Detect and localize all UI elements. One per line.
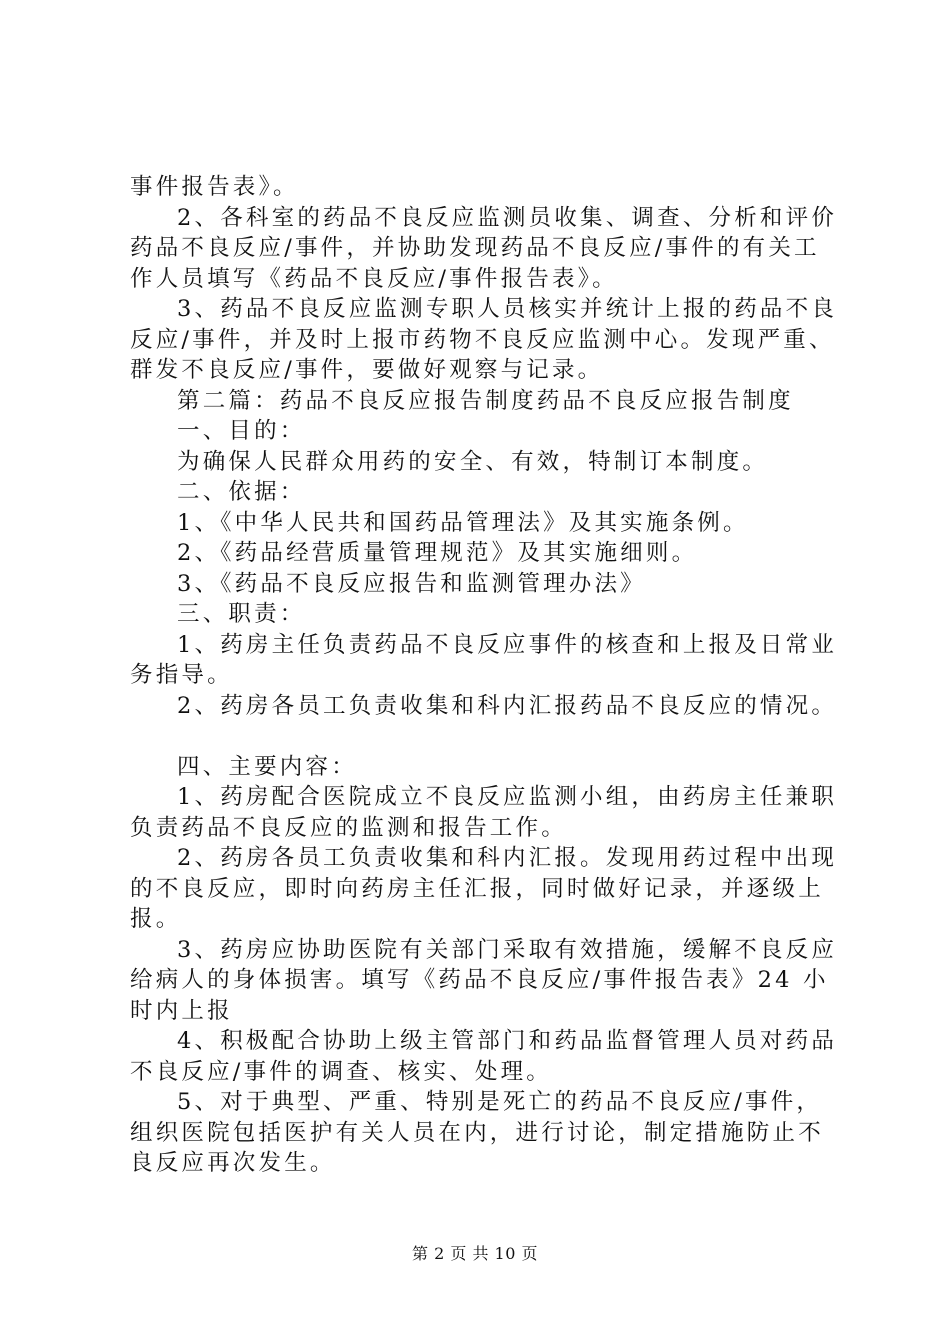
text-line: 的不良反应，即时向药房主任汇报，同时做好记录，并逐级上: [130, 875, 824, 902]
text-line: 2、《药品经营质量管理规范》及其实施细则。: [177, 540, 698, 566]
text-line: 药品不良反应/事件，并协助发现药品不良反应/事件的有关工: [130, 235, 820, 261]
text-line: 良反应再次发生。: [130, 1150, 336, 1176]
text-line: 一、目的：: [177, 418, 306, 444]
text-line: 给病人的身体损害。填写《药品不良反应/事件报告表》24 小: [130, 967, 829, 993]
text-line: 2、药房各员工负责收集和科内汇报。发现用药过程中出现: [177, 845, 838, 871]
text-line: 2、药房各员工负责收集和科内汇报药品不良反应的情况。: [177, 692, 838, 719]
text-line: 时内上报: [130, 997, 233, 1024]
text-line: 1、药房主任负责药品不良反应事件的核查和上报及日常业: [177, 631, 838, 658]
text-line: 二、依据：: [177, 479, 306, 505]
text-line: 三、职责：: [177, 601, 306, 627]
page-footer: 第 2 页 共 10 页: [412, 1244, 538, 1263]
text-line: 4、积极配合协助上级主管部门和药品监督管理人员对药品: [177, 1028, 838, 1054]
text-line: 3、药房应协助医院有关部门采取有效措施，缓解不良反应: [177, 936, 838, 963]
blank-line: [130, 721, 832, 752]
text-line: 2、各科室的药品不良反应监测员收集、调查、分析和评价: [177, 204, 838, 231]
text-line: 四、主要内容：: [177, 753, 357, 780]
text-line: 1、《中华人民共和国药品管理法》及其实施条例。: [177, 509, 749, 536]
text-line: 为确保人民群众用药的安全、有效，特制订本制度。: [177, 448, 769, 475]
text-line: 务指导。: [130, 662, 233, 688]
text-line: 负责药品不良反应的监测和报告工作。: [130, 814, 567, 841]
text-line: 作人员填写《药品不良反应/事件报告表》。: [130, 265, 618, 292]
document-body: [130, 172, 838, 1179]
text-line: 反应/事件，并及时上报市药物不良反应监测中心。发现严重、: [130, 326, 835, 353]
text-line: 1、药房配合医院成立不良反应监测小组，由药房主任兼职: [177, 784, 838, 810]
text-line: 组织医院包括医护有关人员在内，进行讨论，制定措施防止不: [130, 1119, 824, 1146]
text-line: 第二篇：药品不良反应报告制度药品不良反应报告制度: [177, 387, 794, 414]
text-line: 3、《药品不良反应报告和监测管理办法》: [177, 570, 646, 597]
text-line: 事件报告表》。: [130, 174, 299, 200]
text-line: 5、对于典型、严重、特别是死亡的药品不良反应/事件，: [177, 1089, 823, 1115]
text-line: 报。: [130, 906, 182, 932]
text-line: 3、药品不良反应监测专职人员核实并统计上报的药品不良: [177, 296, 838, 322]
text-line: 群发不良反应/事件，要做好观察与记录。: [130, 357, 604, 383]
text-line: 不良反应/事件的调查、核实、处理。: [130, 1058, 552, 1085]
